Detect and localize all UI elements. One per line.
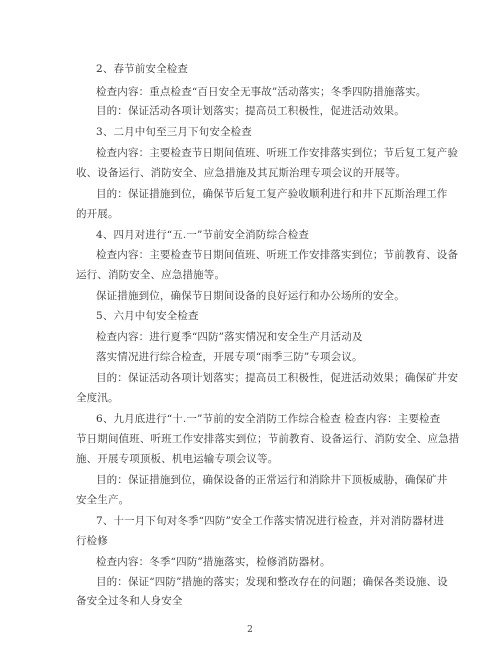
paragraph-line: 的开展。 [76,208,119,220]
heading-february-march-inspection: 3、二月中旬至三月下旬安全检查 [96,126,252,138]
paragraph-line: 目的：保证措施到位，确保设备的正常运行和消除井下顶板威胁，确保矿井 [96,474,448,486]
paragraph-line: 目的：保证措施到位，确保节后复工复产验收顺利进行和井下瓦斯治理工作 [96,188,448,200]
paragraph-line: 目的：保证活动各项计划落实；提高员工积极性，促进活动效果。 [96,105,405,117]
paragraph-line: 收、设备运行、消防安全、应急措施及其瓦斯治理专项会议的开展等。 [76,167,407,179]
paragraph-line: 备安全过冬和人身安全 [76,595,183,607]
paragraph-line: 落实情况进行综合检查，开展专项“雨季三防”专项会议。 [96,351,363,363]
paragraph-line: 全度汛。 [76,392,119,404]
paragraph-line: 施、开展专项顶板、机电运输专项会议等。 [76,453,279,465]
paragraph-line: 节日期间值班、听班工作安排落实到位；节前教育、设备运行、消防安全、应急措 [76,433,460,445]
heading-national-day-inspection: 6、九月底进行“十.一”节前的安全消防工作综合检查 检查内容：主要检查 [96,413,441,425]
page-number: 2 [247,625,253,635]
paragraph-line: 检查内容：冬季“四防”措施落实，检修消防器材。 [96,556,331,568]
paragraph-line: 检查内容：进行夏季“四防”落实情况和安全生产月活动及 [96,331,363,343]
heading-may-day-inspection: 4、四月对进行“五.一”节前安全消防综合检查 [96,229,310,241]
paragraph-line: 运行、消防安全、应急措施等。 [76,269,226,281]
paragraph-line: 安全生产。 [76,494,130,506]
paragraph-line: 保证措施到位，确保节日期间设备的良好运行和办公场所的安全。 [96,290,405,302]
paragraph-line: 目的：保证活动各项计划落实；提高员工积极性，促进活动效果；确保矿井安 [96,372,459,384]
paragraph-line: 目的：保证“四防”措施的落实；发现和整改存在的问题；确保各类设施、设 [96,576,448,588]
paragraph-line: 检查内容：主要检查节日期间值班、听班工作安排落实到位；节后复工复产验 [96,147,459,159]
heading-spring-festival-inspection: 2、春节前安全检查 [96,63,189,75]
paragraph-line: 行检修 [76,535,108,547]
paragraph-line: 检查内容：主要检查节日期间值班、听班工作安排落实到位；节前教育、设备 [96,249,459,261]
paragraph-line: 检查内容：重点检查“百日安全无事故”活动落实；冬季四防措施落实。 [96,86,427,98]
heading-november-inspection: 7、十一月下旬对冬季“四防”安全工作落实情况进行检查，并对消防器材进 [96,515,445,527]
heading-june-inspection: 5、六月中旬安全检查 [96,310,199,322]
